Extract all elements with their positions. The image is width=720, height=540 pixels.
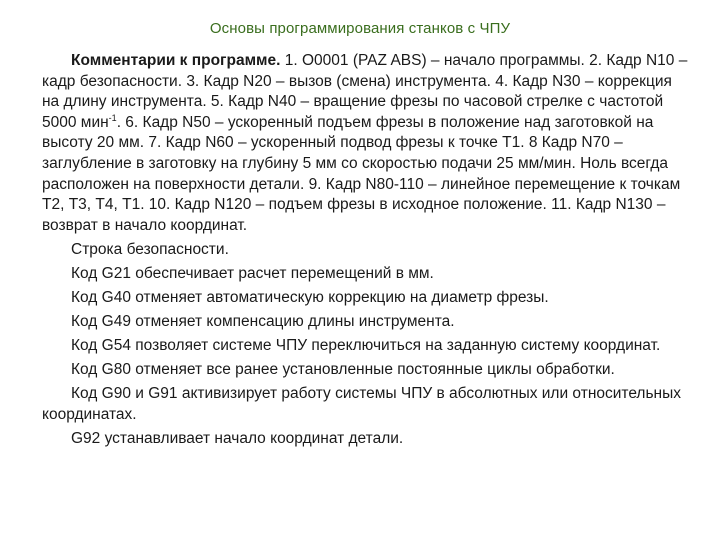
code-g49-paragraph: Код G49 отменяет компенсацию длины инструмента. bbox=[71, 313, 455, 331]
code-g54-paragraph: Код G54 позволяет системе ЧПУ переключиться на заданную систему координат. bbox=[71, 337, 661, 355]
comments-lead: Комментарии к программе. bbox=[71, 52, 281, 69]
safety-line-paragraph: Строка безопасности. bbox=[71, 240, 229, 258]
slide-body bbox=[42, 51, 690, 450]
code-g90-g91-paragraph: Код G90 и G91 активизирует работу системы ЧПУ в абсолютных или относительных координатах. bbox=[42, 385, 682, 423]
code-g40-paragraph: Код G40 отменяет автоматическую коррекцию на диаметр фрезы. bbox=[71, 289, 549, 307]
slide-title: Основы программирования станков с ЧПУ bbox=[209, 20, 511, 37]
code-g21-paragraph: Код G21 обеспечивает расчет перемещений в мм. bbox=[71, 264, 434, 282]
comments-superscript: -1 bbox=[108, 112, 117, 123]
program-comments-paragraph bbox=[42, 51, 690, 236]
comments-part-1: 1. O0001 (PAZ ABS) – начало программы. 2. Кадр N10 – кадр безопасности. 3. Кадр N20 – вызов (смена) инструмента. 4. Кадр N30 – коррекция на длину инструмента. 5. Кадр N40 – вращение фрезы по часовой стрелке с частотой 5000 мин bbox=[42, 52, 688, 131]
code-g92-paragraph: G92 устанавливает начало координат детали. bbox=[71, 430, 404, 448]
comments-part-2: . 6. Кадр N50 – ускоренный подъем фрезы в положение над заготовкой на высоту 20 мм. 7. Кадр N60 – ускоренный подвод фрезы к точке Т1. 8 Кадр N70 – заглубление в заготовку на глубину 5 мм со скоростью подачи 25 мм/мин. Ноль всегда расположен на поверхности детали. 9. Кадр N80-110 – линейное перемещение к точкам Т2, Т3, Т4, Т1. 10. Кадр N120 – подъем фрезы в исходное положение. 11. Кадр N130 – возврат в начало координат. bbox=[42, 113, 681, 234]
code-g80-paragraph: Код G80 отменяет все ранее установленные постоянные циклы обработки. bbox=[71, 361, 615, 379]
